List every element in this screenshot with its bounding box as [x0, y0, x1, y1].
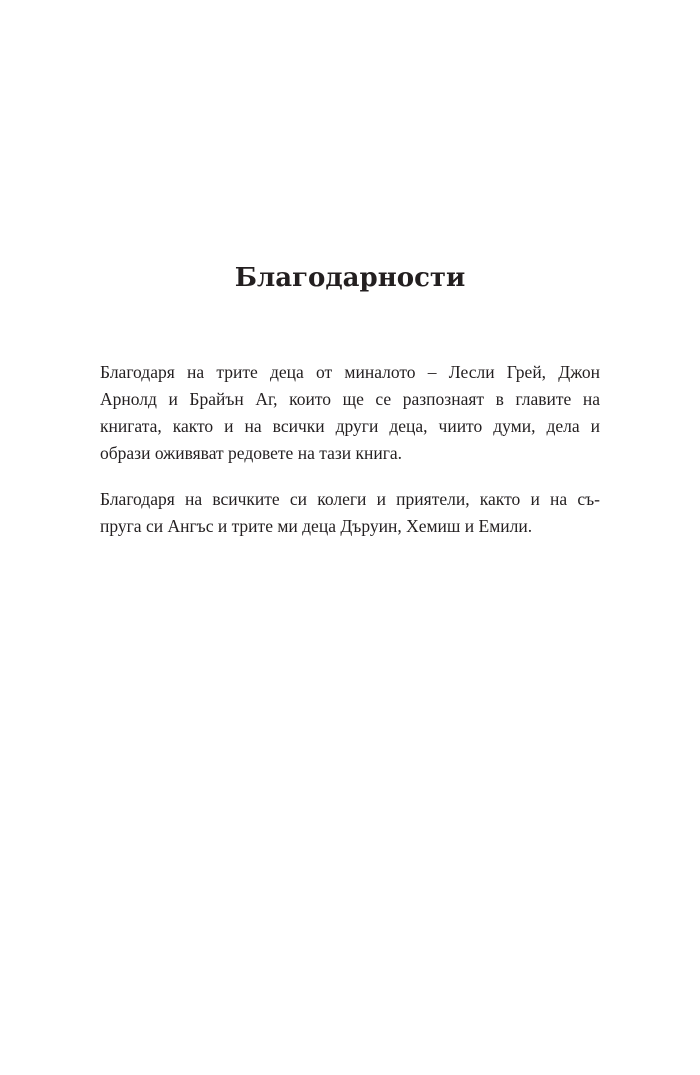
paragraph-line: пруга си Ангъс и трите ми деца Дъруин, Хемиш и Емили. — [100, 516, 533, 536]
page-title: Благодарности — [234, 263, 466, 293]
paragraph-line: Благодаря на трите деца от миналото – Лесли Грей, Джон — [100, 362, 600, 382]
paragraph-line: Благодаря на всичките си колеги и приятели, както и на съ- — [100, 489, 600, 509]
paragraph-2 — [100, 486, 600, 540]
paragraph-line: образи оживяват редовете на тази книга. — [100, 443, 403, 463]
paragraph-line: Арнолд и Брайън Аг, които ще се разпознаят в главите на — [100, 389, 600, 409]
paragraph-line: книгата, както и на всички други деца, чиито думи, дела и — [100, 416, 600, 436]
paragraph-1 — [100, 359, 600, 467]
